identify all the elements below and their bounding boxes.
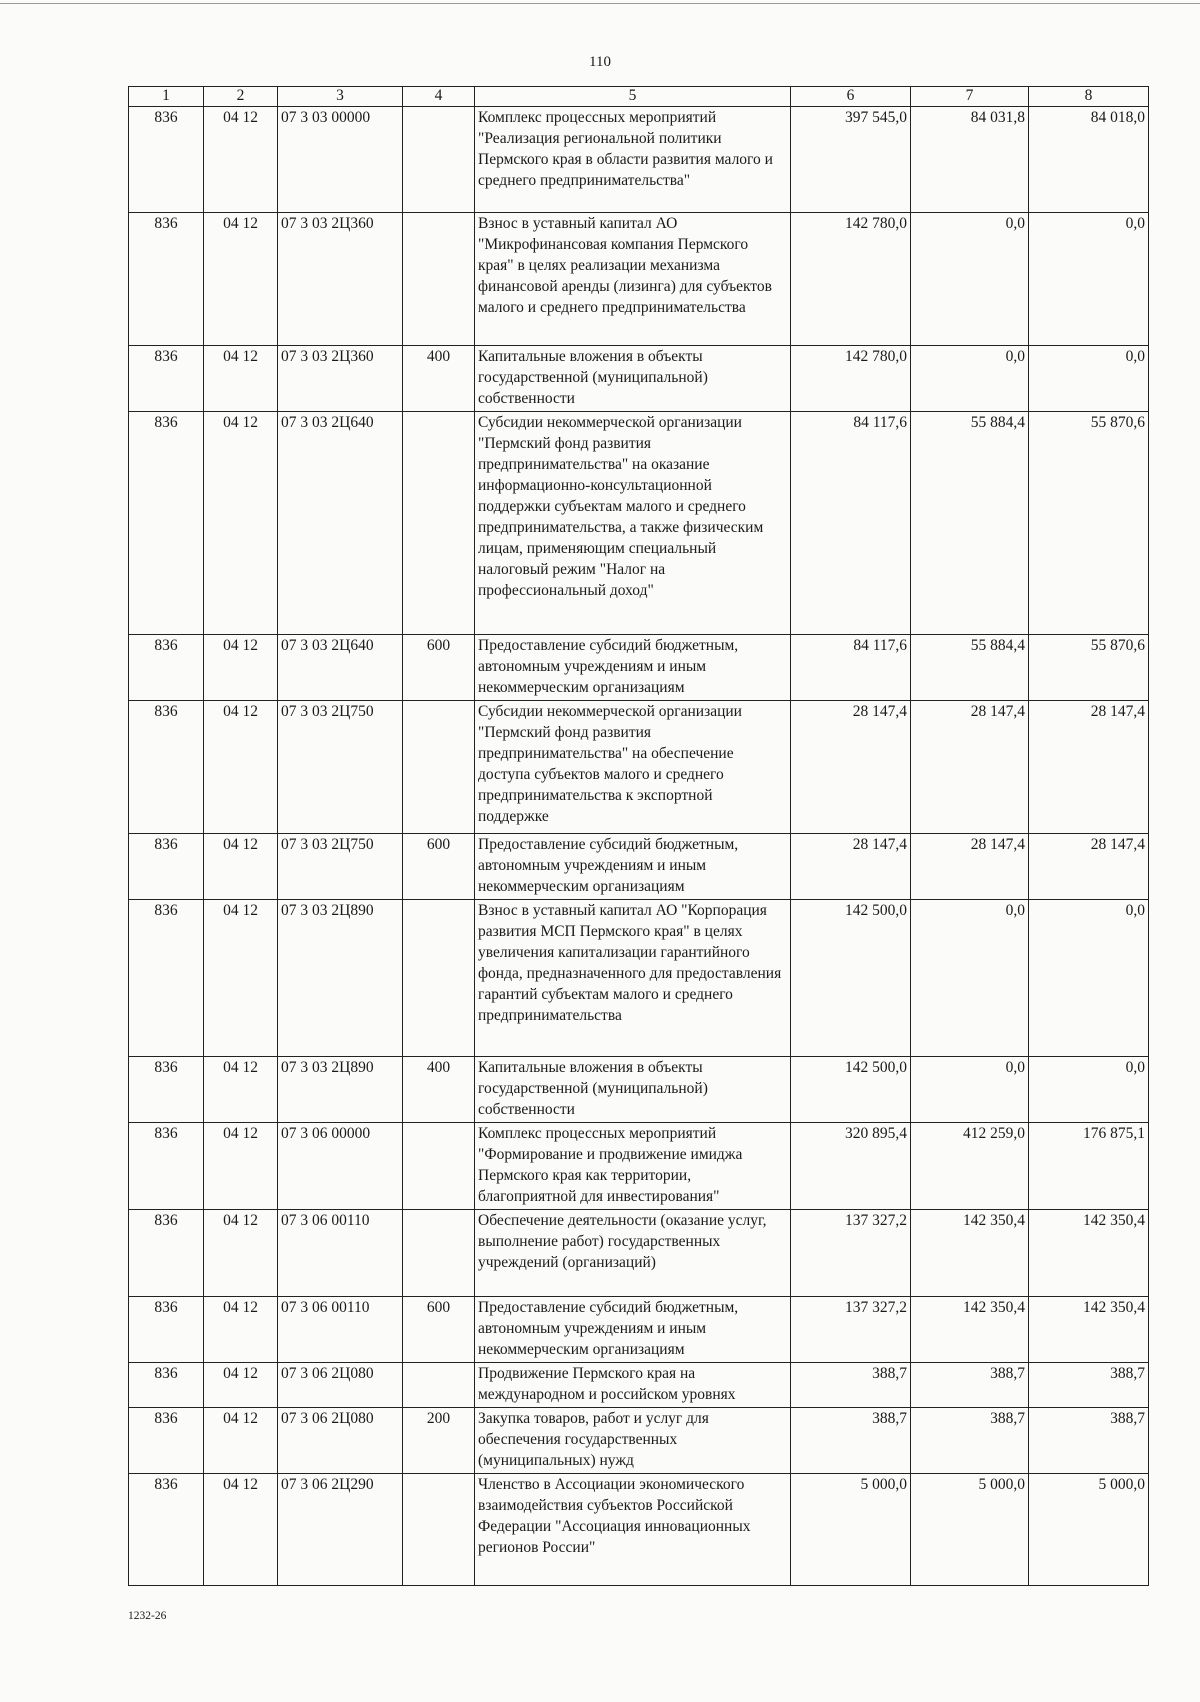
amount-col7-cell: 142 350,4 [911,1210,1029,1297]
target-article-cell: 07 3 03 2Ц360 [278,213,403,346]
target-article-cell: 07 3 03 2Ц750 [278,701,403,834]
section-code-cell: 04 12 [204,1123,278,1210]
expense-type-cell [403,1363,475,1408]
description-cell: Субсидии некоммерческой организации "Пермский фонд развития предпринимательства" на обеспечение доступа субъектов малого и среднего предпринимательства к экспортной поддержке [475,701,791,834]
section-code-cell: 04 12 [204,900,278,1057]
description-cell: Комплекс процессных мероприятий "Формирование и продвижение имиджа Пермского края как территории, благоприятной для инвестирования" [475,1123,791,1210]
amount-col8-cell: 5 000,0 [1029,1474,1149,1586]
amount-col8-cell: 388,7 [1029,1408,1149,1474]
amount-col7-cell: 55 884,4 [911,635,1029,701]
expense-type-cell [403,1123,475,1210]
amount-col6-cell: 5 000,0 [791,1474,911,1586]
section-code-cell: 04 12 [204,1297,278,1363]
table-row [129,900,1149,1057]
table-row [129,1363,1149,1408]
table-row [129,107,1149,213]
amount-col7-cell: 412 259,0 [911,1123,1029,1210]
amount-col8-cell: 388,7 [1029,1363,1149,1408]
column-header-3: 3 [278,87,403,107]
amount-col7-cell: 55 884,4 [911,412,1029,635]
expense-type-cell [403,1210,475,1297]
description-cell: Взнос в уставный капитал АО "Корпорация развития МСП Пермского края" в целях увеличения капитализации гарантийного фонда, предназначенного для предоставления гарантий субъектам малого и среднего предпринимательства [475,900,791,1057]
amount-col7-cell: 5 000,0 [911,1474,1029,1586]
expense-type-cell [403,1474,475,1586]
amount-col6-cell: 388,7 [791,1408,911,1474]
section-code-cell: 04 12 [204,213,278,346]
description-cell: Капитальные вложения в объекты государственной (муниципальной) собственности [475,346,791,412]
table-row [129,635,1149,701]
amount-col7-cell: 28 147,4 [911,701,1029,834]
description-cell: Комплекс процессных мероприятий "Реализация региональной политики Пермского края в области развития малого и среднего предпринимательства" [475,107,791,213]
table-row [129,1297,1149,1363]
amount-col6-cell: 84 117,6 [791,635,911,701]
target-article-cell: 07 3 03 2Ц360 [278,346,403,412]
admin-code-cell: 836 [129,834,204,900]
amount-col7-cell: 388,7 [911,1408,1029,1474]
table-row [129,412,1149,635]
description-cell: Закупка товаров, работ и услуг для обеспечения государственных (муниципальных) нужд [475,1408,791,1474]
admin-code-cell: 836 [129,1123,204,1210]
column-header-8: 8 [1029,87,1149,107]
budget-table [128,86,1149,1586]
amount-col7-cell: 84 031,8 [911,107,1029,213]
amount-col8-cell: 28 147,4 [1029,701,1149,834]
amount-col8-cell: 0,0 [1029,346,1149,412]
table-header [129,87,1149,107]
section-code-cell: 04 12 [204,412,278,635]
expense-type-cell: 200 [403,1408,475,1474]
admin-code-cell: 836 [129,213,204,346]
footer-code: 1232-26 [128,1610,167,1622]
top-border-line [0,3,1200,4]
amount-col7-cell: 0,0 [911,346,1029,412]
admin-code-cell: 836 [129,635,204,701]
amount-col6-cell: 142 500,0 [791,1057,911,1123]
amount-col6-cell: 397 545,0 [791,107,911,213]
target-article-cell: 07 3 03 00000 [278,107,403,213]
section-code-cell: 04 12 [204,1408,278,1474]
amount-col8-cell: 84 018,0 [1029,107,1149,213]
table-row [129,834,1149,900]
amount-col8-cell: 176 875,1 [1029,1123,1149,1210]
amount-col8-cell: 0,0 [1029,900,1149,1057]
section-code-cell: 04 12 [204,107,278,213]
amount-col6-cell: 388,7 [791,1363,911,1408]
expense-type-cell [403,701,475,834]
header-row [129,87,1149,107]
target-article-cell: 07 3 06 2Ц080 [278,1363,403,1408]
description-cell: Капитальные вложения в объекты государственной (муниципальной) собственности [475,1057,791,1123]
target-article-cell: 07 3 06 2Ц290 [278,1474,403,1586]
amount-col8-cell: 55 870,6 [1029,635,1149,701]
target-article-cell: 07 3 06 00000 [278,1123,403,1210]
description-cell: Предоставление субсидий бюджетным, автономным учреждениям и иным некоммерческим организациям [475,1297,791,1363]
expense-type-cell: 600 [403,1297,475,1363]
amount-col8-cell: 55 870,6 [1029,412,1149,635]
target-article-cell: 07 3 06 00110 [278,1297,403,1363]
admin-code-cell: 836 [129,107,204,213]
section-code-cell: 04 12 [204,635,278,701]
description-cell: Взнос в уставный капитал АО "Микрофинансовая компания Пермского края" в целях реализации механизма финансовой аренды (лизинга) для субъектов малого и среднего предпринимательства [475,213,791,346]
admin-code-cell: 836 [129,701,204,834]
expense-type-cell [403,900,475,1057]
description-cell: Продвижение Пермского края на международном и российском уровнях [475,1363,791,1408]
expense-type-cell: 400 [403,1057,475,1123]
expense-type-cell [403,107,475,213]
admin-code-cell: 836 [129,1057,204,1123]
amount-col6-cell: 142 780,0 [791,346,911,412]
target-article-cell: 07 3 03 2Ц640 [278,635,403,701]
table-row [129,346,1149,412]
amount-col6-cell: 142 500,0 [791,900,911,1057]
admin-code-cell: 836 [129,346,204,412]
admin-code-cell: 836 [129,412,204,635]
amount-col7-cell: 0,0 [911,213,1029,346]
amount-col7-cell: 28 147,4 [911,834,1029,900]
expense-type-cell: 400 [403,346,475,412]
admin-code-cell: 836 [129,1297,204,1363]
section-code-cell: 04 12 [204,1210,278,1297]
amount-col7-cell: 388,7 [911,1363,1029,1408]
description-cell: Членство в Ассоциации экономического взаимодействия субъектов Российской Федерации "Ассоциация инновационных регионов России" [475,1474,791,1586]
admin-code-cell: 836 [129,900,204,1057]
amount-col6-cell: 137 327,2 [791,1210,911,1297]
section-code-cell: 04 12 [204,834,278,900]
target-article-cell: 07 3 03 2Ц890 [278,900,403,1057]
table-row [129,1408,1149,1474]
target-article-cell: 07 3 03 2Ц890 [278,1057,403,1123]
column-header-2: 2 [204,87,278,107]
table-row [129,1474,1149,1586]
description-cell: Предоставление субсидий бюджетным, автономным учреждениям и иным некоммерческим организациям [475,834,791,900]
target-article-cell: 07 3 03 2Ц640 [278,412,403,635]
amount-col8-cell: 0,0 [1029,1057,1149,1123]
page-number: 110 [589,54,611,70]
column-header-5: 5 [475,87,791,107]
table-row [129,1210,1149,1297]
amount-col8-cell: 28 147,4 [1029,834,1149,900]
column-header-7: 7 [911,87,1029,107]
column-header-1: 1 [129,87,204,107]
section-code-cell: 04 12 [204,1057,278,1123]
amount-col7-cell: 0,0 [911,900,1029,1057]
admin-code-cell: 836 [129,1408,204,1474]
amount-col6-cell: 28 147,4 [791,834,911,900]
description-cell: Субсидии некоммерческой организации "Пермский фонд развития предпринимательства" на оказание информационно-консультационной поддержки субъектам малого и среднего предпринимательства, а также физическим лицам, применяющим специальный налоговый режим "Налог на профессиональный доход" [475,412,791,635]
table-row [129,1123,1149,1210]
column-header-6: 6 [791,87,911,107]
admin-code-cell: 836 [129,1474,204,1586]
amount-col7-cell: 0,0 [911,1057,1029,1123]
table-row [129,701,1149,834]
amount-col6-cell: 28 147,4 [791,701,911,834]
admin-code-cell: 836 [129,1363,204,1408]
amount-col8-cell: 142 350,4 [1029,1297,1149,1363]
description-cell: Предоставление субсидий бюджетным, автономным учреждениям и иным некоммерческим организациям [475,635,791,701]
section-code-cell: 04 12 [204,346,278,412]
expense-type-cell: 600 [403,834,475,900]
amount-col6-cell: 137 327,2 [791,1297,911,1363]
expense-type-cell [403,213,475,346]
expense-type-cell: 600 [403,635,475,701]
section-code-cell: 04 12 [204,701,278,834]
amount-col6-cell: 142 780,0 [791,213,911,346]
column-header-4: 4 [403,87,475,107]
amount-col6-cell: 84 117,6 [791,412,911,635]
table-row [129,1057,1149,1123]
amount-col8-cell: 142 350,4 [1029,1210,1149,1297]
expense-type-cell [403,412,475,635]
section-code-cell: 04 12 [204,1363,278,1408]
table-body [129,107,1149,1586]
amount-col6-cell: 320 895,4 [791,1123,911,1210]
amount-col7-cell: 142 350,4 [911,1297,1029,1363]
target-article-cell: 07 3 03 2Ц750 [278,834,403,900]
description-cell: Обеспечение деятельности (оказание услуг, выполнение работ) государственных учреждений (организаций) [475,1210,791,1297]
amount-col8-cell: 0,0 [1029,213,1149,346]
section-code-cell: 04 12 [204,1474,278,1586]
admin-code-cell: 836 [129,1210,204,1297]
target-article-cell: 07 3 06 00110 [278,1210,403,1297]
target-article-cell: 07 3 06 2Ц080 [278,1408,403,1474]
table-row [129,213,1149,346]
